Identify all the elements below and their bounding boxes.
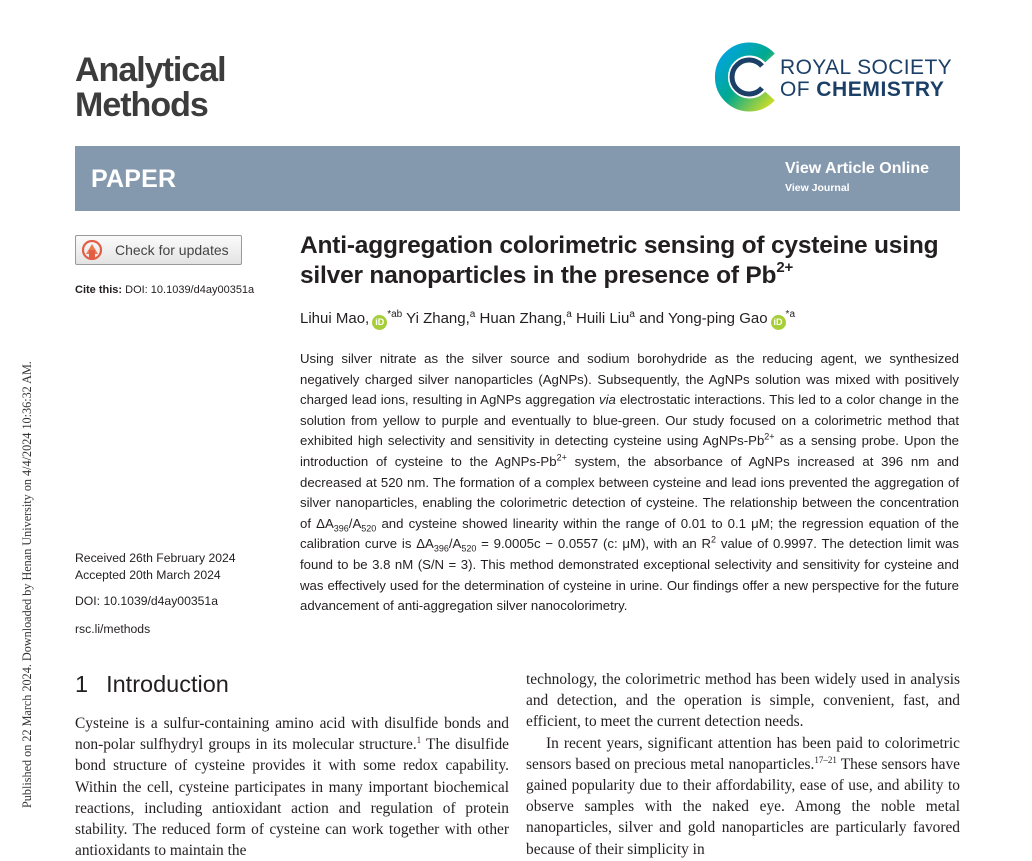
cite-this xyxy=(75,284,254,296)
author-list xyxy=(300,310,795,330)
publisher-line2-bold: CHEMISTRY xyxy=(816,78,945,101)
author-affiliation: a xyxy=(629,309,635,320)
article-type-label: PAPER xyxy=(91,165,177,193)
received-date: Received 26th February 2024 xyxy=(75,551,236,565)
abstract-text: = 9.0005c − 0.0557 (c: μM), with an R xyxy=(476,536,712,552)
publisher-line2-prefix: OF xyxy=(780,78,810,101)
body-paragraph xyxy=(526,733,960,860)
section-title: Introduction xyxy=(106,671,229,697)
body-paragraph: technology, the colorimetric method has been widely used in analysis and detection, and the operation is simple, convenient, fast, and efficient, to meet the current detection needs. xyxy=(526,671,960,731)
abstract-italic: via xyxy=(598,392,616,408)
abstract-sup: 2+ xyxy=(764,431,775,442)
journal-name-line2: Methods xyxy=(75,86,208,124)
abstract-sup: 2 xyxy=(711,534,717,545)
section-heading xyxy=(75,671,229,698)
abstract-sub: 520 xyxy=(361,523,377,534)
body-text: The disulfide bond structure of cysteine provides it with some redox capability. Within the cell, cysteine participates in many important biochemical reactions, including antioxidant action and regulation of protein stability. The reduced form of cysteine can work together with other antioxidants to maintain the xyxy=(75,736,509,860)
publication-side-note: Published on 22 March 2024. Downloaded by Henan University on 4/4/2024 10:36:32 AM. xyxy=(20,361,34,808)
journal-name-line1: Analytical xyxy=(75,51,226,89)
publisher-line1: ROYAL SOCIETY xyxy=(780,56,953,79)
cite-label: Cite this: xyxy=(75,284,123,296)
author-name: Huan Zhang, xyxy=(479,310,567,327)
body-text: These sensors have gained popularity due to their affordability, ease of use, and ability to observe samples with the naked eye. Among the noble metal nanoparticles, silver and gold nanoparticles are particularly favored because of their simplicity in xyxy=(526,755,960,858)
abstract-text: as a sensing probe. Upon the introduction of cysteine to the AgNPs-Pb xyxy=(300,433,959,469)
view-article-online-link[interactable]: View Article Online xyxy=(785,160,930,177)
author-affiliation: *ab xyxy=(387,309,403,320)
abstract-sub: 520 xyxy=(461,543,477,554)
author-affiliation: *a xyxy=(785,309,795,320)
article-dates xyxy=(75,550,236,583)
article-title xyxy=(300,231,970,291)
check-for-updates-label: Check for updates xyxy=(115,242,229,258)
author-name: and Yong-ping Gao xyxy=(639,310,768,327)
abstract-text: electrostatic interactions. This led to a color change in the solution from yellow to purple and eventually to blue-green. Our study focused on a colorimetric method that exhibited high selectivity and sensitivity in detecting cysteine using AgNPs-Pb xyxy=(300,392,959,449)
check-for-updates-icon xyxy=(82,240,102,260)
section-number: 1 xyxy=(75,671,89,697)
publisher-name[interactable] xyxy=(780,57,952,101)
body-column-right xyxy=(526,669,960,860)
accepted-date: Accepted 20th March 2024 xyxy=(75,567,221,582)
author-name: Yi Zhang, xyxy=(406,310,470,327)
author-affiliation: a xyxy=(566,309,572,320)
body-column-left xyxy=(75,713,509,861)
body-text: In recent years, significant attention has been paid to colorimetric sensors based on precious metal nanoparticles. xyxy=(526,734,960,773)
abstract-text: Using silver nitrate as the silver source and sodium borohydride as the reducing agent, we synthesized negatively charged silver nanoparticles (AgNPs). Subsequently, the AgNPs solution was mixed with positively charged lead ions, resulting in AgNPs aggregation xyxy=(300,351,959,408)
rsc-logo-icon xyxy=(712,42,782,112)
abstract xyxy=(300,349,959,617)
author-name: Lihui Mao, xyxy=(300,310,370,327)
abstract-text: and cysteine showed linearity within the range of 0.01 to 0.1 μM; the regression equation of the calibration curve is ΔA xyxy=(300,515,959,552)
abstract-text: /A xyxy=(448,536,462,552)
abstract-text: value of 0.9997. The detection limit was found to be 3.8 nM (S/N = 3). This method demonstrated exceptional selectivity and sensitivity for cysteine and was effectively used for the determination of cysteine in urine. Our findings offer a new perspective for the future advancement of anti-aggregation silver nanocolorimetry. xyxy=(300,536,959,614)
orcid-icon[interactable]: iD xyxy=(771,315,786,330)
check-for-updates-button[interactable] xyxy=(75,235,242,265)
body-text: Cysteine is a sulfur-containing amino acid with disulfide bonds and non-polar sulfhydryl groups in its molecular structure. xyxy=(75,715,509,754)
article-doi[interactable]: DOI: 10.1039/d4ay00351a xyxy=(75,594,218,608)
orcid-icon[interactable]: iD xyxy=(372,315,387,330)
citation-ref[interactable]: 17–21 xyxy=(814,754,837,765)
abstract-sup: 2+ xyxy=(556,452,567,463)
article-title-sup: 2+ xyxy=(776,259,794,276)
abstract-text: /A xyxy=(348,515,362,531)
author-name: Huili Liu xyxy=(576,310,630,327)
abstract-sub: 396 xyxy=(433,543,449,554)
abstract-text: system, the absorbance of AgNPs increased at 396 nm and decreased at 520 nm. The formation of a complex between cysteine and lead ions prevented the aggregation of silver nanoparticles, enabling the colorimetric detection of cysteine. The relationship between the concentration of ΔA xyxy=(300,453,959,531)
view-journal-link[interactable]: View Journal xyxy=(785,182,850,194)
cite-doi: DOI: 10.1039/d4ay00351a xyxy=(125,284,255,296)
journal-link[interactable]: rsc.li/methods xyxy=(75,622,151,636)
article-type-banner xyxy=(75,146,960,211)
publisher-line2 xyxy=(780,79,952,101)
journal-name[interactable] xyxy=(75,53,226,123)
author-affiliation: a xyxy=(469,309,476,320)
citation-ref[interactable]: 1 xyxy=(416,735,422,746)
abstract-sub: 396 xyxy=(333,523,349,534)
article-title-text: Anti-aggregation colorimetric sensing of cysteine using silver nanoparticles in the presence of Pb xyxy=(300,232,939,289)
